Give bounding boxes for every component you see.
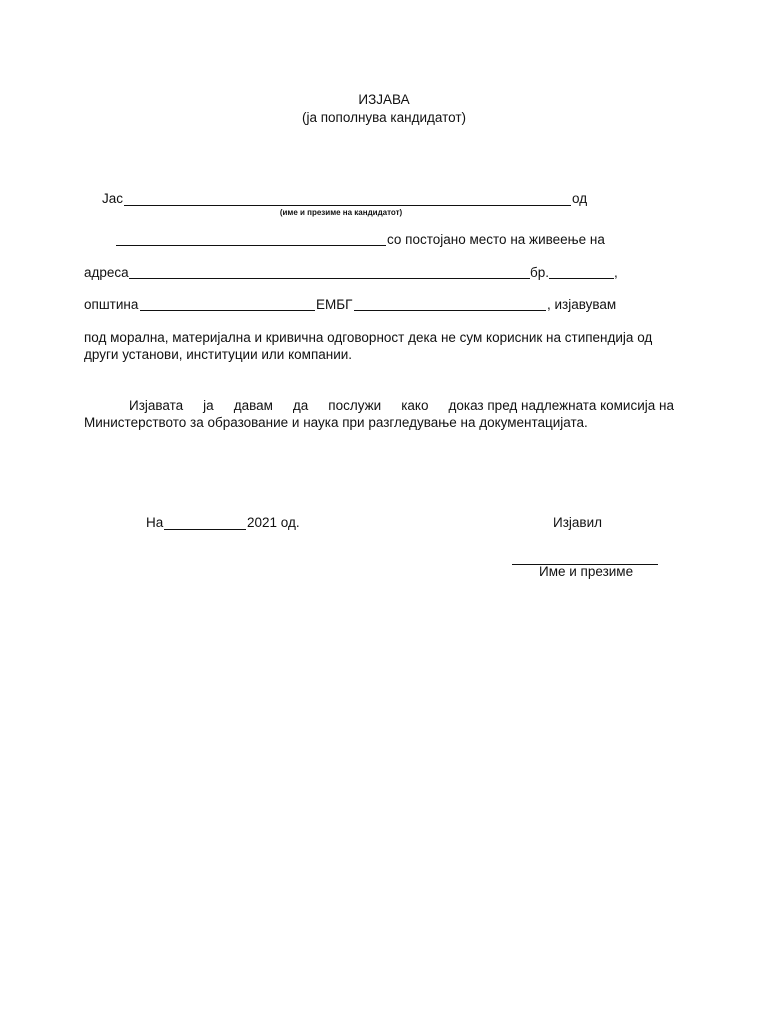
word: давам xyxy=(233,398,273,413)
line1-prefix: Јас xyxy=(102,191,124,206)
line1-suffix: од xyxy=(572,191,588,206)
name-caption: Име и презиме xyxy=(539,564,634,579)
word: да xyxy=(292,398,309,413)
place-label: На xyxy=(146,515,164,530)
full-name-field[interactable] xyxy=(124,205,571,206)
number-field[interactable] xyxy=(549,278,614,279)
paragraph-purpose-line1 xyxy=(84,397,674,414)
word: Изјавата xyxy=(129,398,184,413)
address-label: адреса xyxy=(84,265,129,280)
embg-field[interactable] xyxy=(354,310,546,311)
paragraph-liability-line2: други установи, институции или компании. xyxy=(84,347,353,362)
word: послужи xyxy=(328,398,382,413)
paragraph-liability xyxy=(84,329,674,363)
document-subtitle: (ја пополнува кандидатот) xyxy=(301,110,467,125)
word: како xyxy=(401,398,429,413)
word: ја xyxy=(203,398,214,413)
paragraph-purpose-line2: Министерството за образование и наука при разгледување на документацијата. xyxy=(84,415,588,430)
number-label: бр. xyxy=(530,265,549,280)
place-field[interactable] xyxy=(164,529,246,530)
municipality-label: општина xyxy=(84,297,139,312)
address-field[interactable] xyxy=(129,278,530,279)
line3-comma: , xyxy=(614,265,618,280)
municipality-field[interactable] xyxy=(140,310,315,311)
embg-label: ЕМБГ xyxy=(316,297,353,312)
paragraph-purpose xyxy=(84,397,674,431)
line2-suffix: со постојано место на живеење на xyxy=(387,232,605,247)
declared-label: Изјавил xyxy=(553,515,602,530)
document-title: ИЗЈАВА xyxy=(358,92,410,107)
residence-field[interactable] xyxy=(116,245,386,246)
declare-text: , изјавувам xyxy=(547,297,617,312)
paragraph-liability-line1: под морална, материјална и кривична одговорност дека не сум корисник на стипендија од xyxy=(84,330,653,345)
word: доказ пред надлежната комисија на xyxy=(448,398,674,413)
date-text: 2021 од. xyxy=(247,515,300,530)
full-name-caption: (име и презиме на кандидатот) xyxy=(279,208,403,217)
